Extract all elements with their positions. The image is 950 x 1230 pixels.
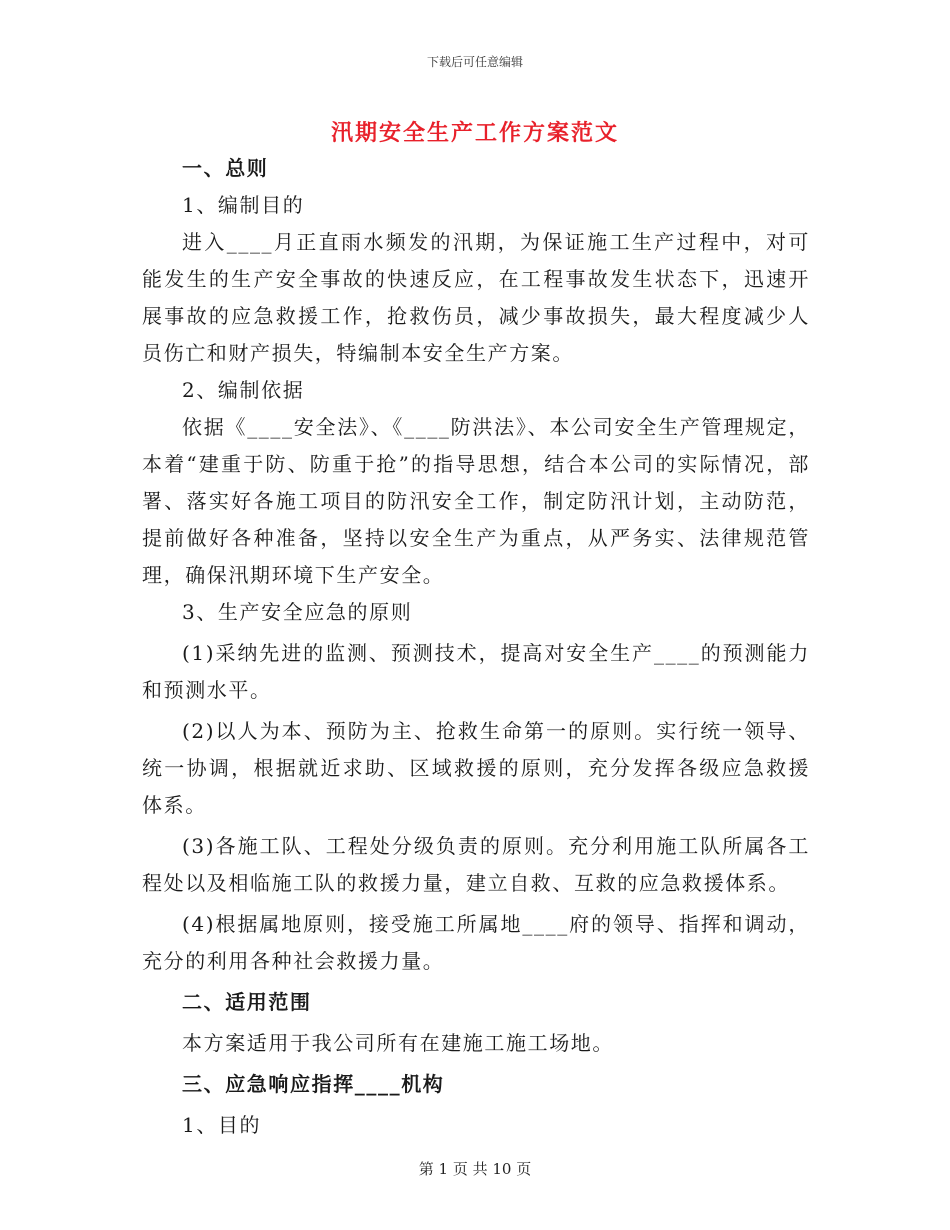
subheading-objective: 1、目的 xyxy=(182,1113,262,1137)
section-heading-general: 一、总则 xyxy=(182,156,269,180)
page-footer-number: 第 1 页 共 10 页 xyxy=(418,1160,532,1178)
subheading-principles: 3、生产安全应急的原则 xyxy=(182,600,413,624)
subheading-purpose: 1、编制目的 xyxy=(182,193,305,217)
section-heading-command: 三、应急响应指挥____机构 xyxy=(182,1072,445,1096)
paragraph-basis: 依据《____安全法》、《____防洪法》、本公司安全生产管理规定，本着“建重于防、防重于抢”的指导思想，结合本公司的实际情况，部署、落实好各施工项目的防汛安全工作，制定防汛计划，主动防范，提前做好各种准备，坚持以安全生产为重点，从严务实、法律规范管理，确保汛期环境下生产安全。 xyxy=(142,415,810,587)
paragraph-purpose: 进入____月正直雨水频发的汛期，为保证施工生产过程中，对可能发生的生产安全事故的快速反应，在工程事故发生状态下，迅速开展事故的应急救援工作，抢救伤员，减少事故损失，最大程度减少人员伤亡和财产损失，特编制本安全生产方案。 xyxy=(142,230,810,365)
document-title: 汛期安全生产工作方案范文 xyxy=(330,120,619,146)
subheading-basis: 2、编制依据 xyxy=(182,378,305,402)
section-heading-scope: 二、适用范围 xyxy=(182,990,312,1014)
paragraph-principle-2: (2)以人为本、预防为主、抢救生命第一的原则。实行统一领导、统一协调，根据就近求助、区域救援的原则，充分发挥各级应急救援体系。 xyxy=(142,719,810,817)
paragraph-principle-1: (1)采纳先进的监测、预测技术，提高对安全生产____的预测能力和预测水平。 xyxy=(142,641,810,702)
document-body xyxy=(142,150,810,1144)
page-header-note: 下载后可任意编辑 xyxy=(426,55,523,69)
paragraph-scope: 本方案适用于我公司所有在建施工施工场地。 xyxy=(182,1031,614,1055)
paragraph-principle-3: (3)各施工队、工程处分级负责的原则。充分利用施工队所属各工程处以及相临施工队的救援力量，建立自救、互救的应急救援体系。 xyxy=(142,834,810,895)
paragraph-principle-4: (4)根据属地原则，接受施工所属地____府的领导、指挥和调动，充分的利用各种社会救援力量。 xyxy=(142,912,810,973)
